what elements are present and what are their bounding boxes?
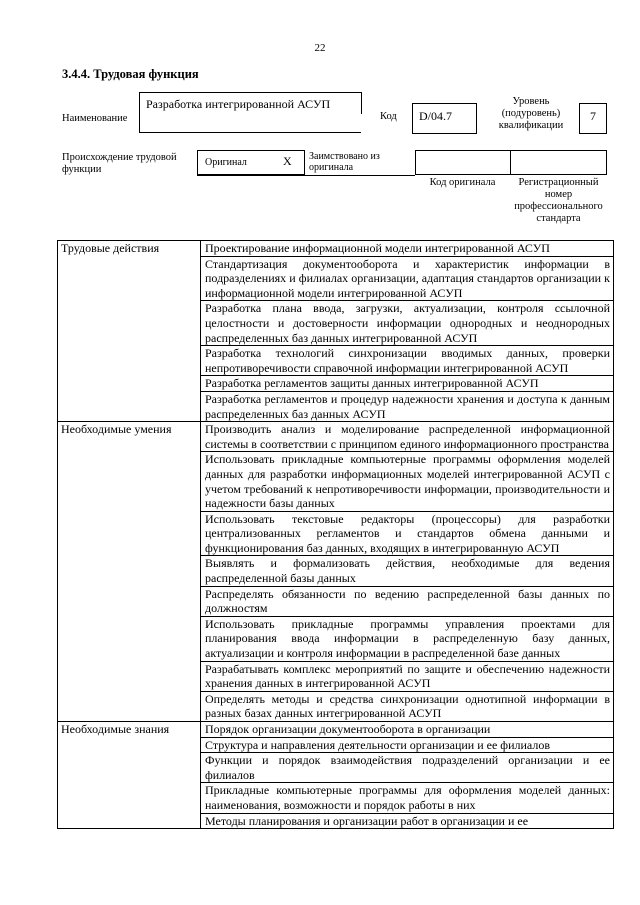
item-cell: Использовать прикладные компьютерные программы оформления моделей данных для разработки информационных моделей интегрированной АСУП с учетом требований к непротиворечивости информации, производительности и надежности базы данных: [201, 452, 614, 511]
level-label: Уровень (подуровень) квалификации: [498, 96, 564, 131]
function-table: [57, 240, 614, 829]
item-cell: Разработка технологий синхронизации вводимых данных, проверки непротиворечивости справочной информации интегрированной АСУП: [201, 346, 614, 376]
original-label: Оригинал: [205, 157, 247, 168]
table-row: [58, 422, 614, 452]
page-number: 22: [314, 42, 326, 54]
level-value: 7: [590, 109, 596, 123]
code-value: D/04.7: [419, 109, 452, 123]
section-title: 3.4.4. Трудовая функция: [62, 67, 199, 81]
item-cell: Производить анализ и моделирование распределенной информационной системы в соответствии с принципом единого информационного пространства: [201, 422, 614, 452]
code-label: Код: [380, 111, 397, 122]
code-original-box: [415, 150, 510, 175]
name-field: [139, 93, 361, 133]
item-cell: Использовать текстовые редакторы (процессоры) для разработки централизованных регламентов и стандартов обмена данными и функционирования баз данных, входящих в интегрированную АСУП: [201, 511, 614, 556]
origin-label: Происхождение трудовой функции: [62, 152, 177, 175]
item-cell: Разработка регламентов и процедур надежности хранения и доступа к данным распределенных баз данных АСУП: [201, 391, 614, 421]
item-cell: Методы планирования и организации работ в организации и ее: [201, 813, 614, 829]
item-cell: Разработка регламентов защиты данных интегрированной АСУП: [201, 376, 614, 392]
item-cell: Прикладные компьютерные программы для оформления моделей данных: наименования, возможности и порядок работы в них: [201, 783, 614, 813]
category-cell: Необходимые знания: [58, 722, 201, 829]
table-row: [58, 722, 614, 738]
item-cell: Выявлять и формализовать действия, необходимые для ведения распределенной базы данных: [201, 556, 614, 586]
level-field: [579, 103, 607, 134]
reg-number-label: Регистрационный номер профессионального стандарта: [514, 177, 603, 224]
item-cell: Разработка плана ввода, загрузки, актуализации, контроля ссылочной целостности и достоверности информации однородных и неоднородных распределенных баз данных интегрированной АСУП: [201, 301, 614, 346]
name-value: Разработка интегрированной АСУП: [146, 97, 331, 111]
original-mark: X: [283, 154, 292, 168]
borrowed-label: Заимствовано из оригинала: [309, 151, 380, 173]
item-cell: Порядок организации документооборота в организации: [201, 722, 614, 738]
item-cell: Структура и направления деятельности организации и ее филиалов: [201, 737, 614, 753]
item-cell: Определять методы и средства синхронизации однотипной информации в разных базах данных интегрированной АСУП: [201, 691, 614, 721]
origin-underline: [197, 175, 415, 176]
code-original-label: Код оригинала: [429, 177, 496, 188]
code-field: [412, 103, 477, 134]
item-cell: Стандартизация документооборота и характеристик информации в подразделениях и филиалах организации, адаптация стандартов организации к информационной модели интегрированной АСУП: [201, 256, 614, 301]
item-cell: Использовать прикладные программы управления проектами для планирования ввода информации в распределенную базу данных, актуализации и контроля информации в распределенной базе данных: [201, 616, 614, 661]
item-cell: Проектирование информационной модели интегрированной АСУП: [201, 241, 614, 257]
name-label: Наименование: [62, 113, 128, 124]
category-cell: Трудовые действия: [58, 241, 201, 422]
reg-number-box: [510, 150, 607, 175]
item-cell: Разрабатывать комплекс мероприятий по защите и обеспечению надежности хранения данных в интегрированной АСУП: [201, 661, 614, 691]
item-cell: Распределять обязанности по ведению распределенной базы данных по должностям: [201, 586, 614, 616]
category-cell: Необходимые умения: [58, 422, 201, 722]
table-row: [58, 241, 614, 257]
item-cell: Функции и порядок взаимодействия подразделений организации и ее филиалов: [201, 753, 614, 783]
